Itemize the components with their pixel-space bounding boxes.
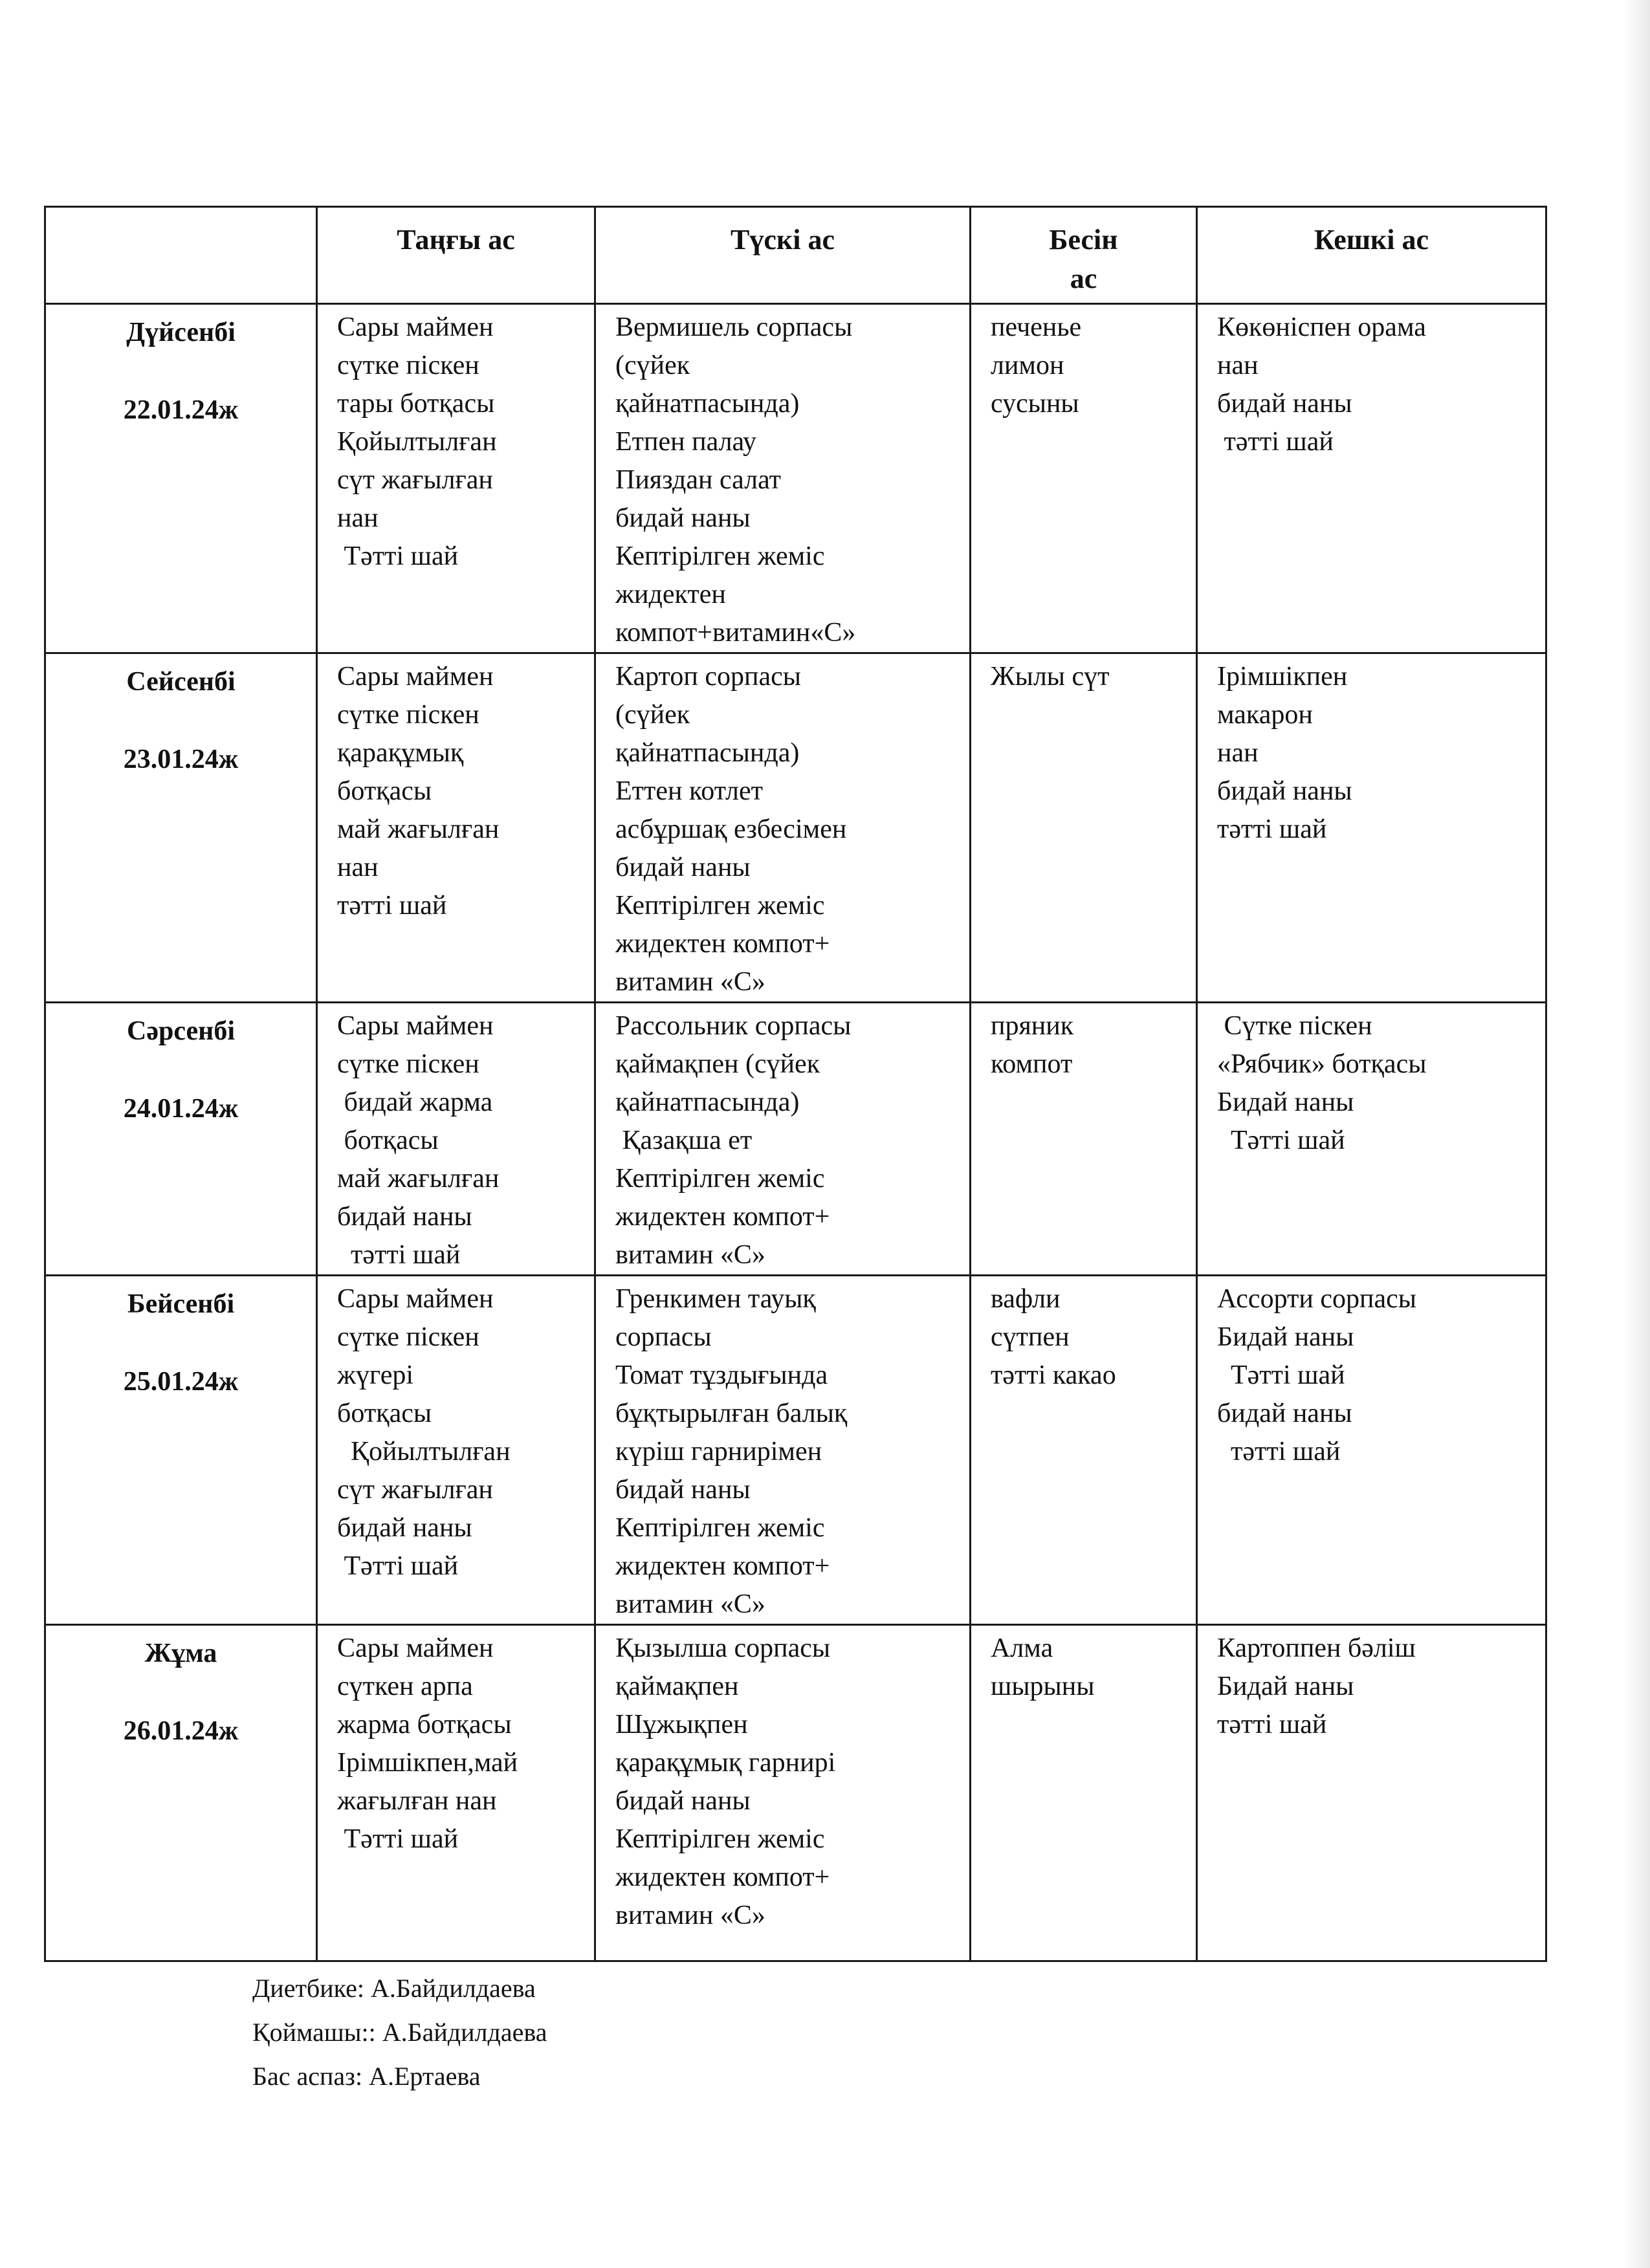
food-line: сусыны (991, 389, 1079, 419)
food-line: май жағылған (337, 1164, 500, 1194)
food-line: нан (1217, 351, 1259, 380)
food-line: Тәтті шай (1217, 1360, 1345, 1390)
food-line: Кептірілген жеміс (615, 1513, 825, 1543)
food-line: Кептірілген жеміс (615, 1824, 825, 1854)
food-line: тәтті шай (337, 891, 447, 921)
food-line: жидектен компот+ (615, 1202, 830, 1232)
food-line: ботқасы (337, 1126, 439, 1155)
food-line: жүгері (337, 1360, 414, 1390)
food-line: Тәтті шай (337, 1551, 459, 1581)
food-line: бидай наны (1217, 1399, 1352, 1428)
food-line: Ірімшікпен,май (337, 1748, 518, 1778)
chef-line: Бас аспаз: А.Ертаева (252, 2062, 481, 2091)
food-line: май жағылған (337, 814, 500, 844)
food-line: асбұршақ езбесімен (615, 814, 847, 844)
header-snack-line1: Бесін (1049, 224, 1118, 256)
food-line: Вермишель сорпасы (615, 312, 853, 342)
food-line: бидай наны (1217, 776, 1352, 806)
food-line: Картоп сорпасы (615, 662, 801, 692)
food-line: тәтті шай (1217, 1437, 1341, 1467)
food-line: витамин «С» (615, 967, 765, 997)
food-line: сүтпен (991, 1322, 1070, 1352)
food-line: витамин «С» (615, 1901, 765, 1930)
dinner-cell (1197, 1003, 1546, 1276)
dietitian-line: Диетбике: А.Байдилдаева (252, 1974, 536, 2003)
header-breakfast: Таңғы ас (317, 207, 595, 304)
breakfast-cell (317, 1276, 595, 1625)
header-snack (971, 207, 1197, 304)
day-date: 26.01.24ж (123, 1716, 239, 1746)
food-line: Томат тұздығында (615, 1360, 828, 1390)
food-line: Сары маймен (337, 312, 494, 342)
food-line: бидай наны (1217, 389, 1352, 419)
day-date: 22.01.24ж (123, 395, 239, 425)
food-line: тәтті какао (991, 1360, 1116, 1390)
table-row (45, 1625, 1546, 1961)
day-date: 25.01.24ж (123, 1367, 239, 1397)
day-date: 24.01.24ж (123, 1094, 239, 1124)
food-line: сүтке піскен (337, 1322, 479, 1352)
food-line: (сүйек (615, 351, 690, 380)
dinner-cell (1197, 1625, 1546, 1961)
food-line: жидектен компот+ (615, 1551, 830, 1581)
food-line: сүтке піскен (337, 700, 479, 730)
food-line: жидектен компот+ (615, 1862, 830, 1892)
food-line: витамин «С» (615, 1240, 765, 1270)
table-header-row (45, 207, 1546, 304)
food-line: Алма (991, 1633, 1053, 1663)
food-line: Бидай наны (1217, 1322, 1354, 1352)
food-line: Кептірілген жеміс (615, 891, 825, 921)
food-line: қаймақпен (сүйек (615, 1049, 820, 1079)
food-line: сүткен арпа (337, 1672, 473, 1701)
food-line: қайнатпасында) (615, 738, 800, 768)
day-cell (45, 653, 317, 1003)
dinner-cell (1197, 653, 1546, 1003)
lunch-cell (595, 304, 971, 653)
food-line: Ассорти сорпасы (1217, 1284, 1416, 1314)
food-line: ботқасы (337, 1399, 432, 1428)
food-line: Тәтті шай (337, 1824, 459, 1854)
food-line: бидай наны (337, 1513, 472, 1543)
day-name: Дүйсенбі (126, 318, 236, 347)
page-edge-shadow (1624, 0, 1650, 2268)
food-line: жидектен компот+ (615, 929, 830, 959)
day-name: Бейсенбі (127, 1289, 235, 1319)
day-date: 23.01.24ж (123, 745, 239, 774)
food-line: сорпасы (615, 1322, 712, 1352)
food-line: Тәтті шай (1217, 1126, 1345, 1155)
food-line: Кептірілген жеміс (615, 1164, 825, 1194)
food-line: бидай наны (615, 1475, 751, 1505)
food-line: бидай наны (337, 1202, 472, 1232)
day-cell (45, 1003, 317, 1276)
food-line: Кептірілген жеміс (615, 541, 825, 571)
food-line: Бидай наны (1217, 1672, 1354, 1701)
lunch-cell (595, 1625, 971, 1961)
food-line: Рассольник сорпасы (615, 1011, 852, 1041)
storekeeper-line: Қоймашы:: А.Байдилдаева (252, 2018, 547, 2047)
day-name: Сейсенбі (126, 667, 236, 697)
food-line: жидектен (615, 580, 726, 609)
food-line: витамин «С» (615, 1589, 765, 1619)
breakfast-cell (317, 653, 595, 1003)
breakfast-cell (317, 1003, 595, 1276)
breakfast-cell (317, 304, 595, 653)
food-line: тәтті шай (1217, 1710, 1327, 1739)
food-line: бидай наны (615, 503, 751, 533)
day-cell (45, 304, 317, 653)
food-line: Қойылтылған (337, 1437, 511, 1467)
food-line: Сары маймен (337, 1011, 494, 1041)
snack-cell (971, 653, 1197, 1003)
header-day (45, 207, 317, 304)
food-line: Көкөніспен орама (1217, 312, 1426, 342)
header-snack-line2: ас (1070, 263, 1097, 294)
food-line: компот (991, 1049, 1073, 1079)
food-line: Еттен котлет (615, 776, 763, 806)
food-line: печенье (991, 312, 1082, 342)
food-line: вафли (991, 1284, 1061, 1314)
food-line: Шұжықпен (615, 1710, 748, 1739)
food-line: тәтті шай (1217, 814, 1327, 844)
food-line: нан (337, 503, 379, 533)
lunch-cell (595, 653, 971, 1003)
food-line: қаймақпен (615, 1672, 739, 1701)
food-line: (сүйек (615, 700, 690, 730)
food-line: Қазақша ет (615, 1126, 753, 1155)
snack-cell (971, 1625, 1197, 1961)
food-line: Сары маймен (337, 1284, 494, 1314)
food-line: қарақұмық (337, 738, 464, 768)
food-line: Бидай наны (1217, 1087, 1354, 1117)
food-line: Етпен палау (615, 427, 757, 457)
food-line: сүтке піскен (337, 1049, 479, 1079)
food-line: Қойылтылған (337, 427, 497, 457)
food-line: макарон (1217, 700, 1313, 730)
header-dinner: Кешкі ас (1197, 207, 1546, 304)
table-row (45, 653, 1546, 1003)
food-line: нан (337, 853, 379, 882)
food-line: бұқтырылған балық (615, 1399, 848, 1428)
food-line: тәтті шай (337, 1240, 461, 1270)
day-cell (45, 1276, 317, 1625)
day-name: Жұма (144, 1639, 217, 1668)
food-line: Тәтті шай (337, 541, 459, 571)
food-line: Гренкимен тауық (615, 1284, 816, 1314)
lunch-cell (595, 1276, 971, 1625)
food-line: Сүтке піскен (1217, 1011, 1372, 1041)
food-line: «Рябчик» ботқасы (1217, 1049, 1427, 1079)
food-line: күріш гарнирімен (615, 1437, 822, 1467)
food-line: жағылған нан (337, 1786, 497, 1816)
food-line: Ірімшікпен (1217, 662, 1348, 692)
snack-cell (971, 304, 1197, 653)
food-line: Қызылша сорпасы (615, 1633, 831, 1663)
snack-cell (971, 1003, 1197, 1276)
food-line: бидай наны (615, 1786, 751, 1816)
dinner-cell (1197, 1276, 1546, 1625)
food-line: сүт жағылған (337, 1475, 493, 1505)
food-line: Картоппен бәліш (1217, 1633, 1416, 1663)
table-row (45, 1276, 1546, 1625)
day-cell (45, 1625, 317, 1961)
food-line: қайнатпасында) (615, 389, 800, 419)
food-line: лимон (991, 351, 1064, 380)
weekly-menu-table (44, 206, 1547, 1962)
breakfast-cell (317, 1625, 595, 1961)
day-name: Сәрсенбі (127, 1016, 235, 1046)
food-line: бидай жарма (337, 1087, 493, 1117)
table-row (45, 304, 1546, 653)
food-line: тәтті шай (1217, 427, 1334, 457)
header-lunch: Түскі ас (595, 207, 971, 304)
signatures-block (252, 1967, 547, 2099)
food-line: Сары маймен (337, 662, 494, 692)
food-line: шырыны (991, 1672, 1095, 1701)
food-line: нан (1217, 738, 1259, 768)
snack-cell (971, 1276, 1197, 1625)
food-line: Сары маймен (337, 1633, 494, 1663)
food-line: Жылы сүт (991, 662, 1110, 692)
dinner-cell (1197, 304, 1546, 653)
food-line: бидай наны (615, 853, 751, 882)
food-line: Пияздан салат (615, 465, 781, 495)
food-line: жарма ботқасы (337, 1710, 512, 1739)
food-line: сүтке піскен (337, 351, 479, 380)
food-line: қайнатпасында) (615, 1087, 800, 1117)
food-line: пряник (991, 1011, 1074, 1041)
food-line: қарақұмық гарнирі (615, 1748, 836, 1778)
food-line: ботқасы (337, 776, 432, 806)
lunch-cell (595, 1003, 971, 1276)
food-line: сүт жағылған (337, 465, 493, 495)
table-row (45, 1003, 1546, 1276)
food-line: компот+витамин«С» (615, 618, 856, 648)
food-line: тары ботқасы (337, 389, 495, 419)
